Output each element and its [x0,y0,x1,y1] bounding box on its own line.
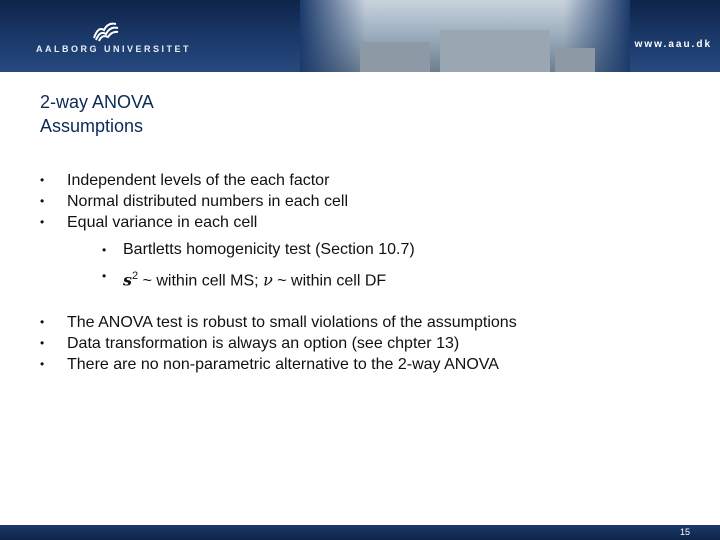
sub-bullet: • [102,243,107,257]
assumption-list [40,170,700,294]
title-line-1: 2-way ANOVA [40,92,154,112]
bullet: • [40,215,45,229]
logo-text: AALBORG UNIVERSITET [36,44,192,54]
campus-photo [300,0,630,72]
sub-list-item: • $s^2$ ~ within cell MS; ν ~ within cell DF [102,263,700,294]
list-item: • There are no non-parametric alternative to the 2-way ANOVA [40,356,499,374]
list-item: • The ANOVA test is robust to small violations of the assumptions [40,314,517,332]
robustness-list [40,312,700,375]
sub-list-item: • Bartletts homogenicity test (Section 10.7) [102,237,700,263]
bullet: • [40,194,45,208]
slide-content [40,170,700,375]
bullet: • [40,336,45,351]
title-line-2: Assumptions [40,116,144,136]
list-item: • Independent levels of the each factor [40,172,330,189]
list-item: • Equal variance in each cell • Bartletts homogenicity test (Section 10.7) • $s^2$ ~ within cell MS; ν ~ within cell DF [40,212,700,294]
bullet: • [40,315,45,330]
header-banner [0,0,720,72]
variance-sub-list [67,237,700,294]
aau-wave-logo-icon [90,20,120,42]
page-number: 15 [679,527,690,537]
list-item: • Data transformation is always an option (see chpter 13) [40,335,460,353]
s-power: 2 [132,270,139,282]
s-symbol: s [123,270,133,290]
list-item: • Normal distributed numbers in each cell [40,193,349,210]
slide-title [40,90,154,138]
nu-symbol: ν [263,270,273,290]
bullet: • [40,357,45,372]
bullet: • [40,173,45,187]
aau-logo [36,20,192,60]
sub-bullet: • [102,269,107,283]
website-url: www.aau.dk [634,39,712,50]
footer-bar [0,525,720,540]
